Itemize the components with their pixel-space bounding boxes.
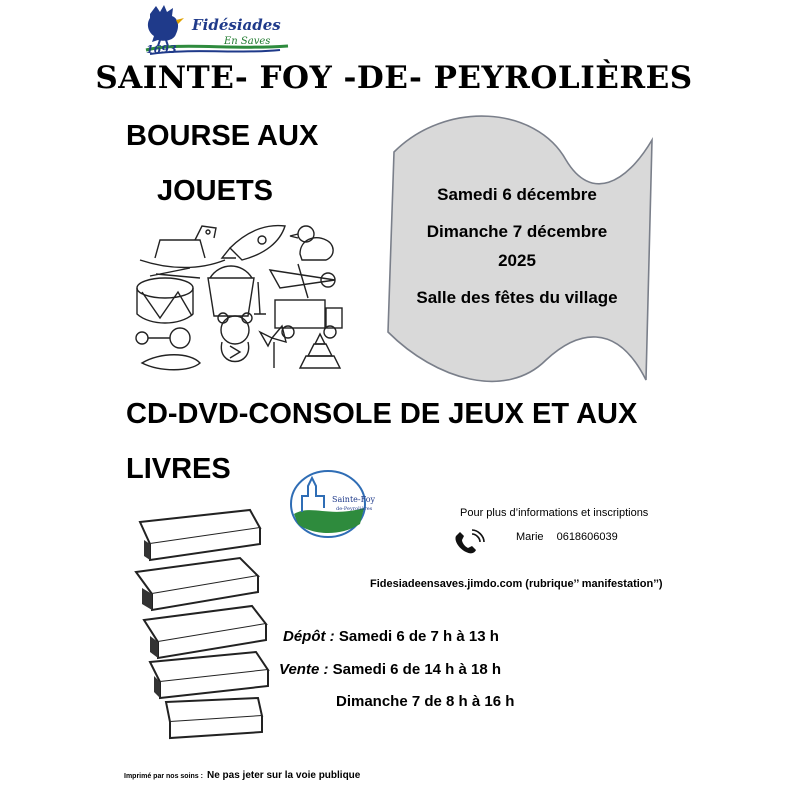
vente-label: Vente : <box>279 661 329 678</box>
info-line: Pour plus d’informations et inscriptions <box>460 507 649 519</box>
vente-text: Samedi 6 de 14 h à 18 h <box>332 661 502 678</box>
logo-brand: Fidésiades <box>192 16 281 34</box>
date-year: 2025 <box>498 251 536 270</box>
footer <box>124 770 360 781</box>
schedule-depot <box>283 628 499 645</box>
venue: Salle des fêtes du village <box>416 288 618 307</box>
footer-text: Ne pas jeter sur la voie publique <box>206 770 361 781</box>
town-logo-name: Sainte-Foy <box>332 495 376 504</box>
page-title: SAINTE- FOY -DE- PEYROLIÈRES <box>95 60 693 96</box>
subheadline-line2: LIVRES <box>126 453 231 485</box>
depot-text: Samedi 6 de 7 h à 13 h <box>338 628 499 645</box>
toys-illustration <box>130 218 345 378</box>
date-day1: Samedi 6 décembre <box>437 185 597 204</box>
logo-tagline: En Saves <box>224 36 271 47</box>
town-logo-sub: de-Peyrolières <box>336 506 373 512</box>
dates-block <box>393 180 641 312</box>
website-link[interactable]: Fidesiadeensaves.jimdo.com (rubrique’’ manifestation’’) <box>370 578 663 590</box>
date-day2: Dimanche 7 décembre <box>426 222 608 241</box>
contact-phone: 0618606039 <box>556 531 618 543</box>
fidesiades-logo <box>140 2 290 58</box>
books-illustration <box>130 502 275 740</box>
contact-line <box>516 531 628 543</box>
town-logo-icon <box>288 468 376 540</box>
headline-line1: BOURSE AUX <box>126 120 319 152</box>
schedule-dimanche: Dimanche 7 de 8 h à 16 h <box>336 693 515 710</box>
footer-small: Imprimé par nos soins : <box>124 773 203 780</box>
subheadline-line1: CD-DVD-CONSOLE DE JEUX ET AUX <box>126 398 638 430</box>
headline-line2: JOUETS <box>157 175 274 207</box>
depot-label: Dépôt : <box>283 628 335 645</box>
logo-year: 1693 <box>146 43 177 56</box>
phone-icon <box>452 530 486 556</box>
schedule-vente <box>279 661 501 678</box>
contact-name: Marie <box>516 531 544 543</box>
